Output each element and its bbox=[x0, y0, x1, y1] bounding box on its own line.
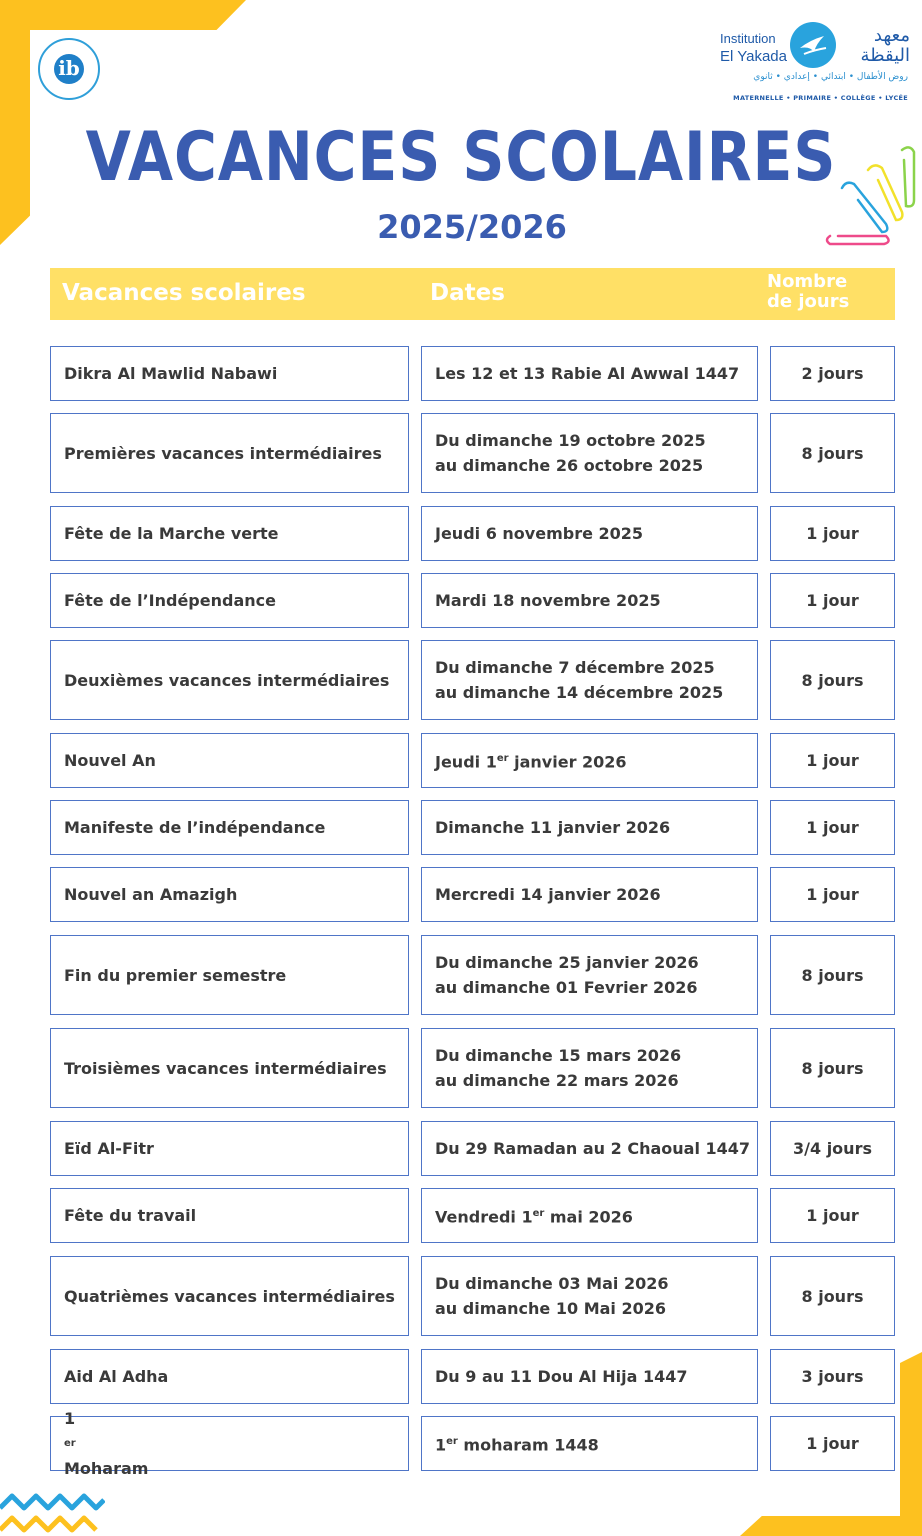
holiday-name-cell: Fête de l’Indépendance bbox=[50, 573, 409, 628]
holiday-dates-cell bbox=[421, 733, 758, 788]
date-line: Mercredi 14 janvier 2026 bbox=[435, 885, 661, 904]
holiday-days-cell: 8 jours bbox=[770, 935, 895, 1015]
holiday-dates-cell bbox=[421, 1028, 758, 1108]
holiday-dates-cell bbox=[421, 867, 758, 922]
institution-label: Institution bbox=[720, 31, 776, 46]
date-line: 1er moharam 1448 bbox=[435, 1435, 599, 1455]
date-line: Du dimanche 7 décembre 2025 bbox=[435, 658, 715, 677]
date-line: Jeudi 1er janvier 2026 bbox=[435, 752, 627, 772]
holiday-name-cell: Premières vacances intermédiaires bbox=[50, 413, 409, 493]
holiday-days-cell: 1 jour bbox=[770, 800, 895, 855]
holiday-name-cell: Nouvel an Amazigh bbox=[50, 867, 409, 922]
date-line: Du 29 Ramadan au 2 Chaoual 1447 bbox=[435, 1139, 751, 1158]
holiday-name-cell: Deuxièmes vacances intermédiaires bbox=[50, 640, 409, 720]
ib-logo-letter: ib bbox=[54, 54, 84, 84]
holiday-days-cell: 8 jours bbox=[770, 1028, 895, 1108]
ordinal-superscript: er bbox=[446, 1436, 458, 1448]
institution-logo bbox=[720, 20, 910, 110]
date-line: au dimanche 26 octobre 2025 bbox=[435, 456, 704, 475]
holiday-dates-cell bbox=[421, 413, 758, 493]
holiday-days-cell: 2 jours bbox=[770, 346, 895, 401]
institution-name-arabic: معهد اليقظة bbox=[860, 25, 910, 66]
holiday-days-cell: 3/4 jours bbox=[770, 1121, 895, 1176]
holiday-name-cell: Fête de la Marche verte bbox=[50, 506, 409, 561]
holiday-name-cell: Fête du travail bbox=[50, 1188, 409, 1243]
date-line: Du dimanche 03 Mai 2026 bbox=[435, 1274, 669, 1293]
holiday-name-cell: Fin du premier semestre bbox=[50, 935, 409, 1015]
holiday-days-cell: 8 jours bbox=[770, 1256, 895, 1336]
holiday-dates-cell bbox=[421, 573, 758, 628]
holiday-name-cell: Eïd Al-Fitr bbox=[50, 1121, 409, 1176]
column-header-days-line2: de jours bbox=[767, 291, 850, 312]
bird-logo-icon bbox=[790, 22, 836, 68]
holiday-name-cell: 1 er Moharam bbox=[50, 1416, 409, 1471]
holiday-name-cell: Dikra Al Mawlid Nabawi bbox=[50, 346, 409, 401]
date-line: Du dimanche 15 mars 2026 bbox=[435, 1046, 682, 1065]
corner-decoration-bottom bbox=[740, 1516, 922, 1536]
ordinal-superscript: er bbox=[64, 1438, 76, 1449]
holiday-name-cell: Quatrièmes vacances intermédiaires bbox=[50, 1256, 409, 1336]
levels-arabic: روض الأطفال • ابتدائي • إعدادي • ثانوي bbox=[753, 72, 908, 82]
date-line: au dimanche 14 décembre 2025 bbox=[435, 683, 724, 702]
holiday-days-cell: 1 jour bbox=[770, 1416, 895, 1471]
holiday-days-cell: 8 jours bbox=[770, 413, 895, 493]
column-header-days-line1: Nombre bbox=[767, 271, 848, 292]
page-title: VACANCES SCOLAIRES bbox=[85, 118, 837, 197]
date-line: Du 9 au 11 Dou Al Hija 1447 bbox=[435, 1367, 688, 1386]
date-line: au dimanche 01 Fevrier 2026 bbox=[435, 978, 698, 997]
corner-decoration-top bbox=[0, 0, 246, 30]
holiday-days-cell: 1 jour bbox=[770, 867, 895, 922]
holiday-dates-cell bbox=[421, 1188, 758, 1243]
holiday-name-cell: Troisièmes vacances intermédiaires bbox=[50, 1028, 409, 1108]
school-year: 2025/2026 bbox=[377, 208, 567, 246]
holiday-dates-cell bbox=[421, 506, 758, 561]
holiday-dates-cell bbox=[421, 1256, 758, 1336]
date-line: au dimanche 10 Mai 2026 bbox=[435, 1299, 666, 1318]
holiday-days-cell: 8 jours bbox=[770, 640, 895, 720]
holiday-name-cell: Manifeste de l’indépendance bbox=[50, 800, 409, 855]
institution-name: El Yakada bbox=[720, 48, 787, 65]
column-header-holiday: Vacances scolaires bbox=[62, 280, 306, 306]
holiday-dates-cell bbox=[421, 1349, 758, 1404]
date-line: Vendredi 1er mai 2026 bbox=[435, 1207, 633, 1227]
column-header-dates: Dates bbox=[430, 280, 505, 306]
holiday-dates-cell bbox=[421, 935, 758, 1015]
ib-logo bbox=[38, 38, 100, 100]
corner-decoration-right bbox=[900, 1352, 922, 1536]
date-line: Du dimanche 25 janvier 2026 bbox=[435, 953, 699, 972]
holiday-dates-cell bbox=[421, 1416, 758, 1471]
holiday-dates-cell bbox=[421, 640, 758, 720]
holiday-dates-cell bbox=[421, 1121, 758, 1176]
holiday-days-cell: 1 jour bbox=[770, 733, 895, 788]
paperclips-icon bbox=[816, 140, 916, 250]
ordinal-superscript: er bbox=[532, 1208, 545, 1220]
date-line: Jeudi 6 novembre 2025 bbox=[435, 524, 644, 543]
holiday-dates-cell bbox=[421, 346, 758, 401]
ordinal-superscript: er bbox=[496, 753, 509, 765]
date-line: Mardi 18 novembre 2025 bbox=[435, 591, 661, 610]
holiday-days-cell: 1 jour bbox=[770, 573, 895, 628]
holiday-name-cell: Aid Al Adha bbox=[50, 1349, 409, 1404]
holiday-days-cell: 1 jour bbox=[770, 1188, 895, 1243]
date-line: Du dimanche 19 octobre 2025 bbox=[435, 431, 706, 450]
date-line: Dimanche 11 janvier 2026 bbox=[435, 818, 671, 837]
levels-french: MATERNELLE • PRIMAIRE • COLLÈGE • LYCÉE bbox=[733, 94, 908, 102]
holiday-days-cell: 1 jour bbox=[770, 506, 895, 561]
column-header-days bbox=[767, 272, 867, 312]
holiday-name-cell: Nouvel An bbox=[50, 733, 409, 788]
holiday-dates-cell bbox=[421, 800, 758, 855]
date-line: Les 12 et 13 Rabie Al Awwal 1447 bbox=[435, 364, 740, 383]
table-header bbox=[50, 268, 895, 320]
holiday-days-cell: 3 jours bbox=[770, 1349, 895, 1404]
zigzag-decoration bbox=[0, 1488, 105, 1536]
date-line: au dimanche 22 mars 2026 bbox=[435, 1071, 679, 1090]
